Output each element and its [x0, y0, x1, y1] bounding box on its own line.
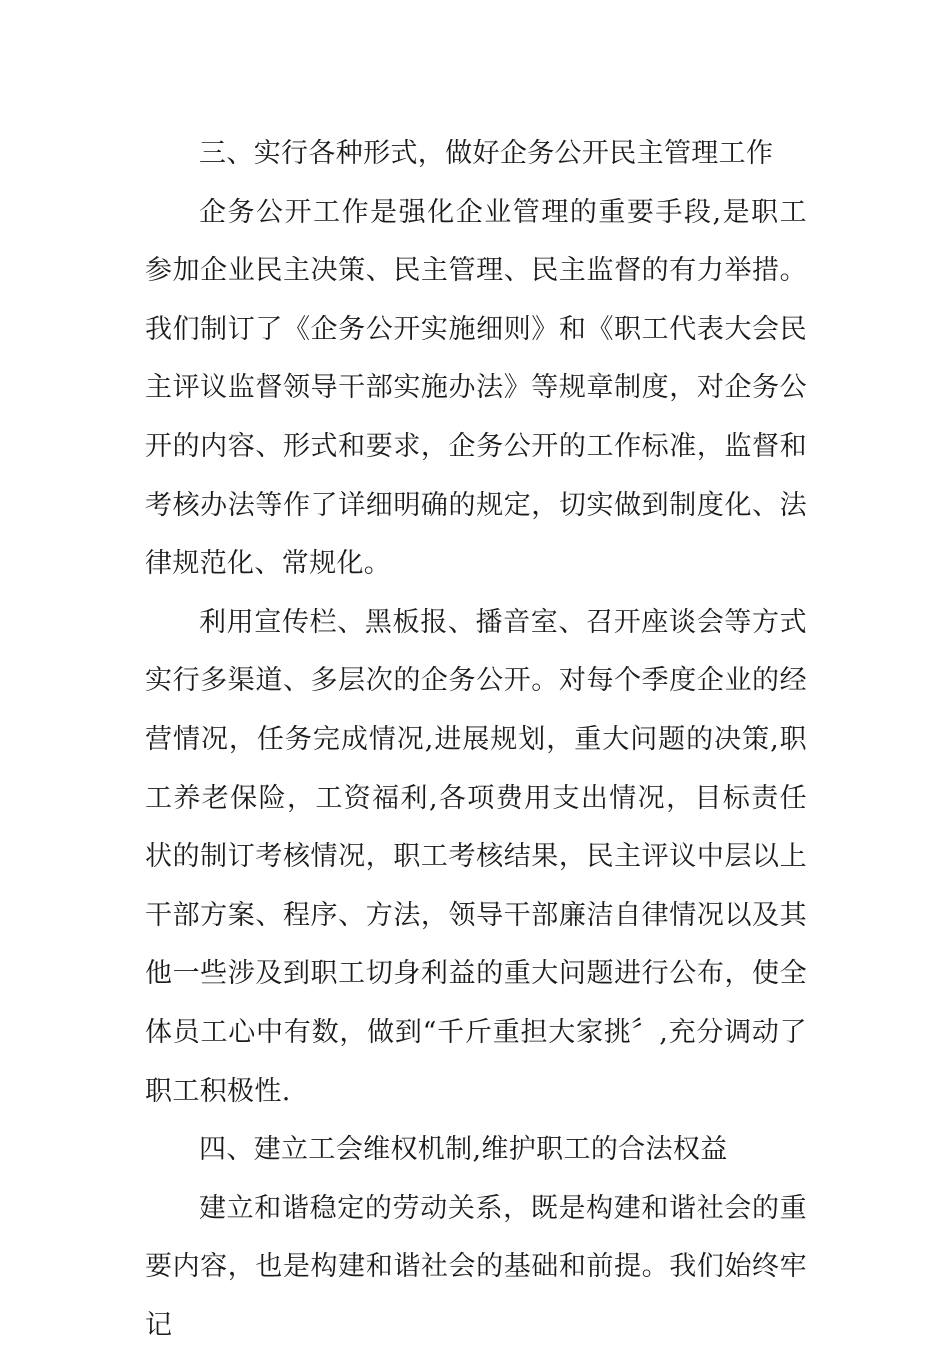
section-4-heading: 四、建立工会维权机制,维护职工的合法权益: [199, 1134, 728, 1166]
section-4-paragraph-1: 建立和谐稳定的劳动关系，既是构建和谐社会的重要内容，也是构建和谐社会的基础和前提。我们始终牢记: [145, 1192, 807, 1341]
document-body: [145, 125, 807, 1355]
section-3-paragraph-2: 利用宣传栏、黑板报、播音室、召开座谈会等方式实行多渠道、多层次的企务公开。对每个季度企业的经营情况，任务完成情况,进展规划，重大问题的决策,职工养老保险，工资福利,各项费用支出情况，目标责任状的制订考核情况，职工考核结果，民主评议中层以上干部方案、程序、方法，领导干部廉洁自律情况以及其他一些涉及到职工切身利益的重大问题进行公布，使全体员工心中有数，做到“千斤重担大家挑〞,充分调动了职工积极性.: [145, 606, 807, 1107]
section-3-paragraph-1: 企务公开工作是强化企业管理的重要手段,是职工参加企业民主决策、民主管理、民主监督的有力举措。我们制订了《企务公开实施细则》和《职工代表大会民主评议监督领导干部实施办法》等规章制度，对企务公开的内容、形式和要求，企务公开的工作标准，监督和考核办法等作了详细明确的规定，切实做到制度化、法律规范化、常规化。: [145, 196, 807, 580]
section-3-heading: 三、实行各种形式，做好企务公开民主管理工作: [199, 138, 774, 169]
